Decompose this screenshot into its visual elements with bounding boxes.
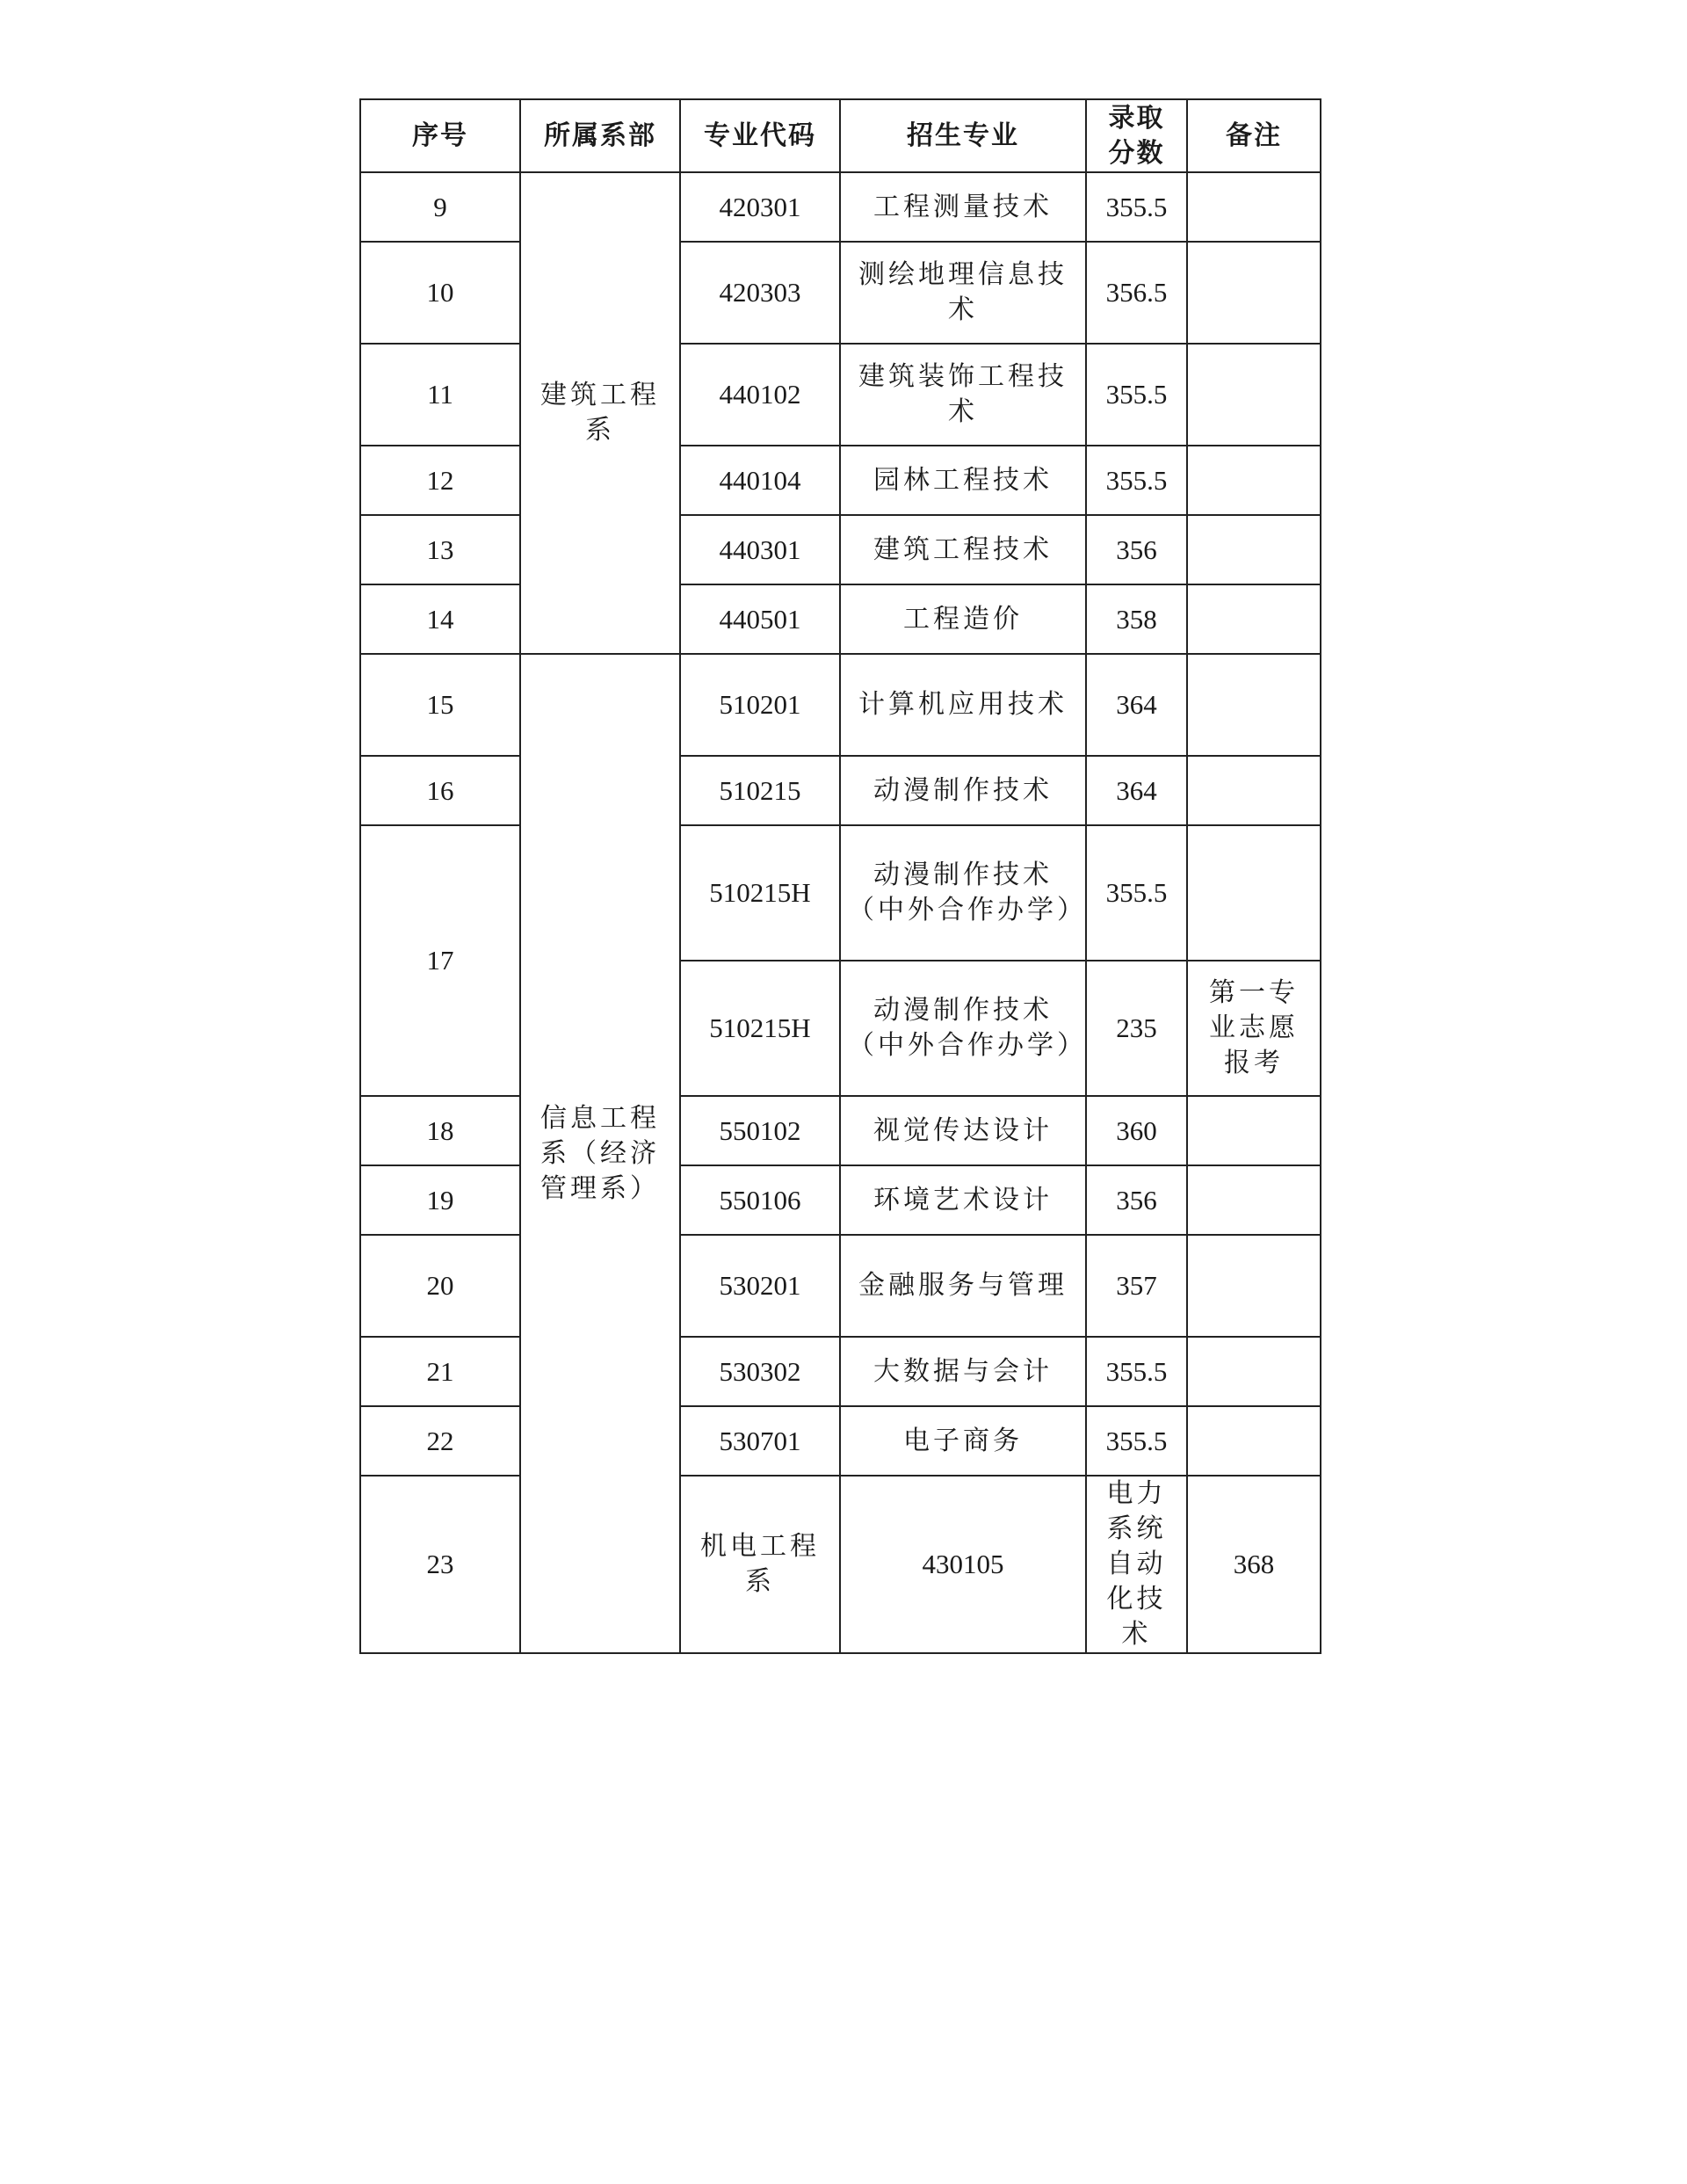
score-cell: 355.5 [1086,172,1187,242]
code-cell: 430105 [840,1476,1086,1653]
note-cell [1187,1406,1321,1476]
major-cell: 金融服务与管理 [840,1235,1086,1337]
seq-cell: 22 [360,1406,520,1476]
score-cell: 364 [1086,756,1187,825]
major-cell: 建筑工程技术 [840,515,1086,584]
major-cell: 动漫制作技术（中外合作办学） [840,961,1086,1096]
score-cell: 355.5 [1086,344,1187,446]
table-row [360,825,1321,961]
admission-score-table [359,98,1321,1654]
seq-cell: 19 [360,1165,520,1235]
score-cell: 364 [1086,654,1187,756]
note-cell: 第一专业志愿报考 [1187,961,1321,1096]
code-cell: 530302 [680,1337,840,1406]
score-cell: 355.5 [1086,446,1187,515]
code-cell: 550102 [680,1096,840,1165]
table-row [360,1096,1321,1165]
header-score: 录取分数 [1086,99,1187,172]
code-cell: 440301 [680,515,840,584]
dept-cell: 建筑工程系 [520,172,680,654]
code-cell: 510201 [680,654,840,756]
seq-cell: 15 [360,654,520,756]
score-cell: 356 [1086,1165,1187,1235]
header-code: 专业代码 [680,99,840,172]
table-row [360,584,1321,654]
header-major: 招生专业 [840,99,1086,172]
score-cell: 355.5 [1086,825,1187,961]
code-cell: 550106 [680,1165,840,1235]
seq-cell: 18 [360,1096,520,1165]
table-row [360,1406,1321,1476]
score-cell: 356 [1086,515,1187,584]
note-cell [1187,1235,1321,1337]
table-row [360,654,1321,756]
seq-cell: 10 [360,242,520,344]
code-cell: 510215H [680,961,840,1096]
note-cell [1187,1096,1321,1165]
note-cell [1187,756,1321,825]
seq-cell: 21 [360,1337,520,1406]
note-cell [1187,446,1321,515]
major-cell: 动漫制作技术（中外合作办学） [840,825,1086,961]
major-cell: 视觉传达设计 [840,1096,1086,1165]
code-cell: 510215 [680,756,840,825]
major-cell: 大数据与会计 [840,1337,1086,1406]
major-cell: 电子商务 [840,1406,1086,1476]
header-dept: 所属系部 [520,99,680,172]
score-cell: 357 [1086,1235,1187,1337]
major-cell: 工程测量技术 [840,172,1086,242]
table-row [360,344,1321,446]
code-cell: 510215H [680,825,840,961]
major-cell: 环境艺术设计 [840,1165,1086,1235]
seq-cell: 20 [360,1235,520,1337]
code-cell: 530201 [680,1235,840,1337]
score-cell: 355.5 [1086,1337,1187,1406]
note-cell [1187,654,1321,756]
table-row [360,172,1321,242]
note-cell [1187,584,1321,654]
table-row [360,1476,1321,1653]
dept-cell: 机电工程系 [680,1476,840,1653]
major-cell: 计算机应用技术 [840,654,1086,756]
note-cell [1187,242,1321,344]
code-cell: 440501 [680,584,840,654]
table-row [360,1337,1321,1406]
note-cell [1187,344,1321,446]
note-cell [1187,825,1321,961]
header-note: 备注 [1187,99,1321,172]
major-cell: 测绘地理信息技术 [840,242,1086,344]
code-cell: 530701 [680,1406,840,1476]
score-cell: 360 [1086,1096,1187,1165]
header-seq: 序号 [360,99,520,172]
code-cell: 420303 [680,242,840,344]
score-cell: 355.5 [1086,1406,1187,1476]
code-cell: 440102 [680,344,840,446]
major-cell: 园林工程技术 [840,446,1086,515]
header-row [360,99,1321,172]
major-cell: 工程造价 [840,584,1086,654]
major-cell: 动漫制作技术 [840,756,1086,825]
table-row [360,242,1321,344]
seq-cell: 11 [360,344,520,446]
seq-cell: 14 [360,584,520,654]
major-cell: 建筑装饰工程技术 [840,344,1086,446]
table-row [360,446,1321,515]
seq-cell: 23 [360,1476,520,1653]
major-cell: 电力系统自动化技术 [1086,1476,1187,1653]
seq-cell: 17 [360,825,520,1096]
note-cell [1187,172,1321,242]
seq-cell: 12 [360,446,520,515]
note-cell [1187,1337,1321,1406]
table-row [360,515,1321,584]
seq-cell: 13 [360,515,520,584]
seq-cell: 16 [360,756,520,825]
dept-cell: 信息工程系（经济管理系） [520,654,680,1653]
table-row [360,756,1321,825]
note-cell [1187,1165,1321,1235]
score-cell: 356.5 [1086,242,1187,344]
table-row [360,1235,1321,1337]
code-cell: 420301 [680,172,840,242]
code-cell: 440104 [680,446,840,515]
score-cell: 358 [1086,584,1187,654]
note-cell [1187,515,1321,584]
score-cell: 368 [1187,1476,1321,1653]
seq-cell: 9 [360,172,520,242]
score-cell: 235 [1086,961,1187,1096]
table-row [360,1165,1321,1235]
